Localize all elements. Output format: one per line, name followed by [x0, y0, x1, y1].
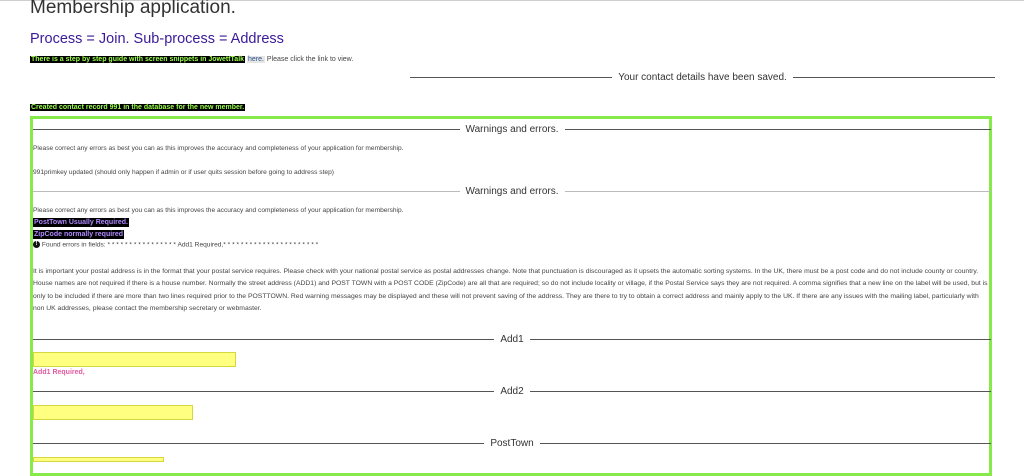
guide-after-text: Please click the link to view. [266, 56, 354, 63]
created-record-banner [30, 103, 245, 112]
guide-line [30, 55, 353, 64]
add2-legend [33, 386, 991, 397]
add2-label: Add2 [500, 386, 524, 397]
found-errors-line [33, 241, 318, 248]
page-title: Membership application. [30, 0, 236, 18]
warnings-legend-2 [33, 186, 991, 197]
saved-legend [30, 72, 995, 83]
primkey-message: 991primkey updated (should only happen if admin or if user quits session before going to address step) [33, 169, 334, 176]
add1-error: Add1 Required, [33, 369, 85, 376]
posttown-legend [33, 438, 991, 449]
posttown-label: PostTown [490, 438, 534, 449]
error-icon: ! [33, 241, 40, 248]
zipcode-required-warning: ZipCode normally required [34, 231, 124, 238]
saved-legend-text: Your contact details have been saved. [618, 72, 787, 83]
correct-errors-message-2: Please correct any errors as best you can as this improves the accuracy and completeness of your application for membership. [33, 207, 404, 214]
correct-errors-message-1: Please correct any errors as best you can as this improves the accuracy and completeness of your application for membership. [33, 145, 404, 152]
warnings-legend-1 [33, 124, 991, 135]
posttown-input[interactable] [33, 457, 164, 462]
guide-text: There is a step by step guide with screen snippets in JowettTalk [31, 56, 245, 63]
posttown-required-warning: PostTown Usually Required. [34, 219, 128, 226]
add1-label: Add1 [500, 334, 524, 345]
postal-format-paragraph: It is important your postal address is in the format that your postal service requires. Please check with your national postal service as postal addresses change. Note that punctuation is discouraged as it upsets the automatic sorting systems. In the UK, there must be a post code and do not include county or country. House names are not required if there is a house number. Normally the street address (ADD1) and POST TOWN with a POST CODE (ZipCode) are all that are required; so do not include locality or village, if the Postal Service says they are not required. A comma signifies that a new line on the label will be used, but is only to be included if there are more than two lines required prior to the POSTTOWN. Red warning messages may be displayed and these will not prevent saving of the address. They are there to try to obtain a correct address and mainly apply to the UK. If there are any issues with the mailing label, particularly with non UK addresses, please contact the membership secretary or webmaster. [33, 268, 988, 313]
add2-input[interactable] [33, 405, 193, 420]
warnings-legend-2-text: Warnings and errors. [465, 186, 559, 197]
guide-link[interactable]: here. [248, 56, 264, 63]
warnings-legend-1-text: Warnings and errors. [465, 124, 559, 135]
add1-input[interactable] [33, 352, 236, 367]
add1-legend [33, 334, 991, 345]
created-record-text: Created contact record 991 in the database for the new member. [31, 104, 245, 111]
process-subtitle: Process = Join. Sub-process = Address [30, 31, 284, 47]
found-errors-text: Found errors in fields: * * * * * * * * * * * * * * * * Add1 Required,* * * * * * * * * * * * * * * * * * * * * * [41, 241, 319, 249]
